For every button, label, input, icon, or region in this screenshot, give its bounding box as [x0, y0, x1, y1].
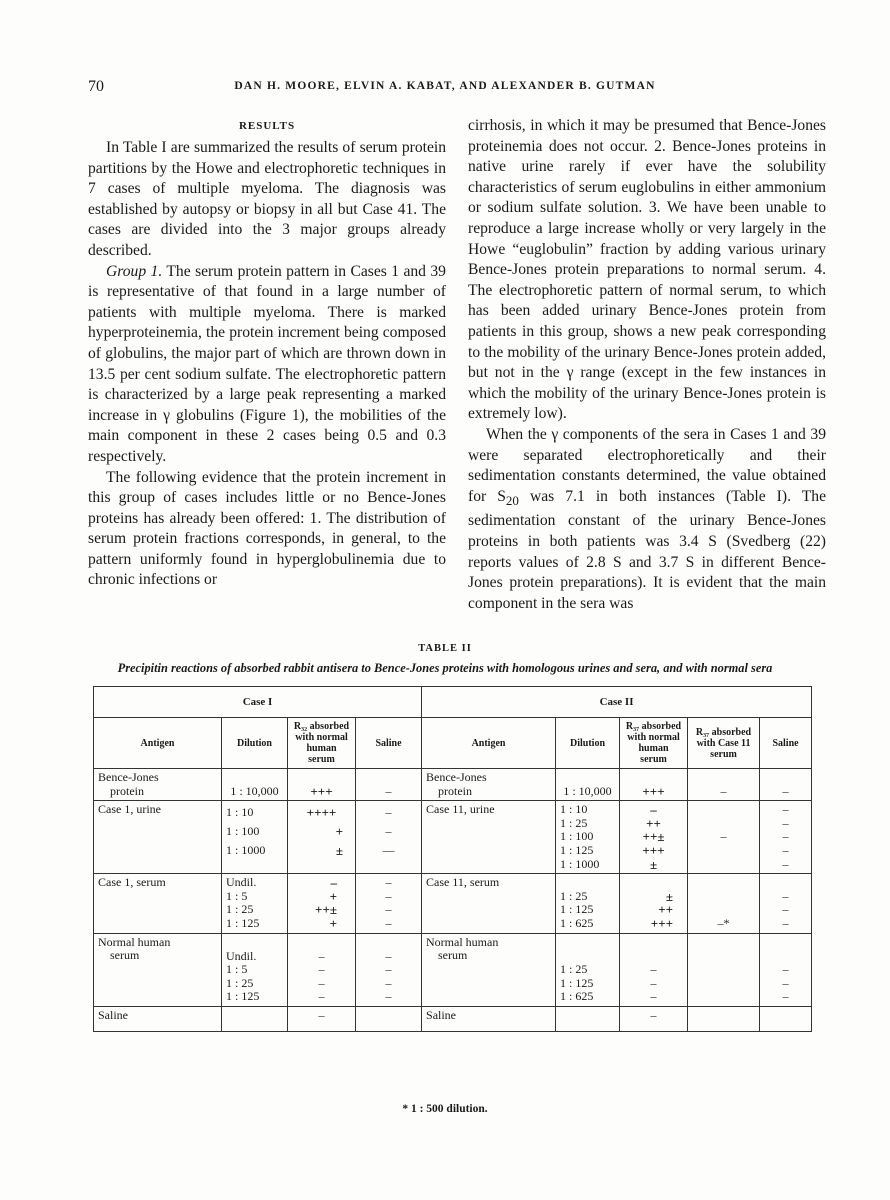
col-saline: Saline	[760, 718, 812, 769]
case-2-title: Case II	[422, 687, 812, 718]
table-row	[94, 1006, 812, 1031]
paragraph: cirrhosis, in which it may be presumed that Bence-Jones proteinemia does not occur. 2. Bence-Jones proteins in native urine rarely if ever have the solubility characteristics of serum euglobulins in either ammonium or sodium sulfate solution. 3. We have been unable to reproduce a large increase wholly or very largely in the Howe “euglobulin” fraction by adding various urinary Bence-Jones protein preparations to normal serum. 4. The electrophoretic pattern of normal serum, to which has been added urinary Bence-Jones protein from patients in this group, shows a new peak corresponding to the mobility of the urinary Bence-Jones protein added, but not in the γ range (except in the few instances in which the mobility of the urinary Bence-Jones protein is extremely low).	[468, 117, 826, 423]
col-dilution: Dilution	[222, 718, 288, 769]
col-saline: Saline	[356, 718, 422, 769]
reaction-cell: ++++ + ±	[288, 801, 356, 874]
dilution-cell: Undil. 1 : 5 1 : 25 1 : 125	[222, 874, 288, 933]
subscript: 20	[505, 492, 519, 508]
precipitin-table	[93, 686, 812, 1032]
page-header	[88, 78, 802, 100]
reaction-cell: –	[288, 1006, 356, 1031]
absorbed-cell: –*	[688, 874, 760, 933]
paragraph-text: The serum protein pattern in Cases 1 and 39 is representative of that found in a large number of patients with multiple myeloma. There is marked hyperproteinemia, the protein increment being composed of globulins, the major part of which are thrown down in 13.5 per cent sodium sulfate. The electrophoretic pattern is characterized by a large peak representing a marked increase in γ globulins (Figure 1), the mobilities of the main component in these 2 cases being 0.5 and 0.3 respectively.	[88, 262, 446, 465]
antigen-cell: Case 11, urine	[422, 801, 556, 874]
col-r37-case11: R₃₇ absorbed with Case 11 serum	[688, 718, 760, 769]
dilution-cell	[556, 1006, 620, 1031]
antigen-cell: Bence-Jones protein	[94, 769, 222, 801]
paragraph-text: was 7.1 in both instances (Table I). The sedimentation constant of the urinary Bence-Jones proteins in both patients was 3.4 S (Svedberg (22) reports values of 2.8 S and 3.7 S in different Bence-Jones protein preparations). It is evident that the main component in the sera was	[468, 487, 826, 612]
right-column	[468, 116, 826, 614]
table-caption: Precipitin reactions of absorbed rabbit antisera to Bence-Jones proteins with homologous urines and sera, and with normal sera	[117, 661, 773, 675]
antigen-cell: Saline	[422, 1006, 556, 1031]
saline-cell: – – – –	[356, 933, 422, 1006]
table-row	[94, 933, 812, 1006]
reaction-cell: +++	[620, 769, 688, 801]
col-r32: R₃₂ absorbed with normal human serum	[288, 718, 356, 769]
absorbed-cell: –	[688, 769, 760, 801]
antigen-cell: Case 1, urine	[94, 801, 222, 874]
case-1-title: Case I	[94, 687, 422, 718]
antigen-cell: Normal human serum	[422, 933, 556, 1006]
dilution-cell: Undil. 1 : 5 1 : 25 1 : 125	[222, 933, 288, 1006]
table-label: TABLE II	[418, 643, 472, 654]
left-column	[88, 116, 446, 591]
reaction-cell: – ++ ++± +++ ±	[620, 801, 688, 874]
reaction-cell: –	[620, 1006, 688, 1031]
col-antigen: Antigen	[94, 718, 222, 769]
dilution-cell: 1 : 25 1 : 125 1 : 625	[556, 933, 620, 1006]
table-row	[94, 874, 812, 933]
paragraph-text: When the γ components of the sera in Cases 1 and 39 were separated electrophoretically and their sedimentation constants determined, the value obtained for S	[468, 425, 826, 505]
dilution-cell: 1 : 10,000	[222, 769, 288, 801]
saline-cell: –	[760, 769, 812, 801]
reaction-cell: – – –	[620, 933, 688, 1006]
saline-cell: – – – –	[356, 874, 422, 933]
antigen-cell: Case 1, serum	[94, 874, 222, 933]
section-title: RESULTS	[238, 120, 296, 132]
group-label: Group 1.	[106, 262, 163, 280]
dilution-cell	[222, 1006, 288, 1031]
reaction-cell: +++	[288, 769, 356, 801]
saline-cell: –	[356, 769, 422, 801]
col-dilution: Dilution	[556, 718, 620, 769]
absorbed-cell	[688, 933, 760, 1006]
saline-cell	[356, 1006, 422, 1031]
dilution-cell: 1 : 10 1 : 100 1 : 1000	[222, 801, 288, 874]
saline-cell: – – – – –	[760, 801, 812, 874]
table-footnote: * 1 : 500 dilution.	[402, 1103, 488, 1115]
saline-cell: – – –	[760, 933, 812, 1006]
reaction-cell: – + ++± +	[288, 874, 356, 933]
antigen-cell: Normal human serum	[94, 933, 222, 1006]
col-antigen: Antigen	[422, 718, 556, 769]
table-row	[94, 801, 812, 874]
reaction-cell: ± ++ +++	[620, 874, 688, 933]
absorbed-cell	[688, 1006, 760, 1031]
saline-cell	[760, 1006, 812, 1031]
antigen-cell: Case 11, serum	[422, 874, 556, 933]
reaction-cell: – – – –	[288, 933, 356, 1006]
page-number: 70	[88, 78, 104, 95]
antigen-cell: Saline	[94, 1006, 222, 1031]
antigen-cell: Bence-Jones protein	[422, 769, 556, 801]
dilution-cell: 1 : 10 1 : 25 1 : 100 1 : 125 1 : 1000	[556, 801, 620, 874]
paragraph: The following evidence that the protein increment in this group of cases includes little or no Bence-Jones proteins has already been offered: 1. The distribution of serum protein fractions corresponds, in general, to the pattern uniformly found in hyperglobulinemia due to chronic infections or	[88, 468, 446, 589]
paragraph	[88, 262, 446, 468]
saline-cell: – – —	[356, 801, 422, 874]
saline-cell: – – –	[760, 874, 812, 933]
paragraph	[468, 425, 826, 614]
running-head: DAN H. MOORE, ELVIN A. KABAT, AND ALEXANDER B. GUTMAN	[234, 80, 656, 92]
dilution-cell: 1 : 10,000	[556, 769, 620, 801]
col-r37: R₃₇ absorbed with normal human serum	[620, 718, 688, 769]
paragraph: In Table I are summarized the results of serum protein partitions by the Howe and electrophoretic techniques in 7 cases of multiple myeloma. The diagnosis was established by autopsy or biopsy in all but Case 41. The cases are divided into the 3 major groups already described.	[88, 139, 446, 259]
dilution-cell: 1 : 25 1 : 125 1 : 625	[556, 874, 620, 933]
table-row	[94, 769, 812, 801]
absorbed-cell: –	[688, 801, 760, 874]
